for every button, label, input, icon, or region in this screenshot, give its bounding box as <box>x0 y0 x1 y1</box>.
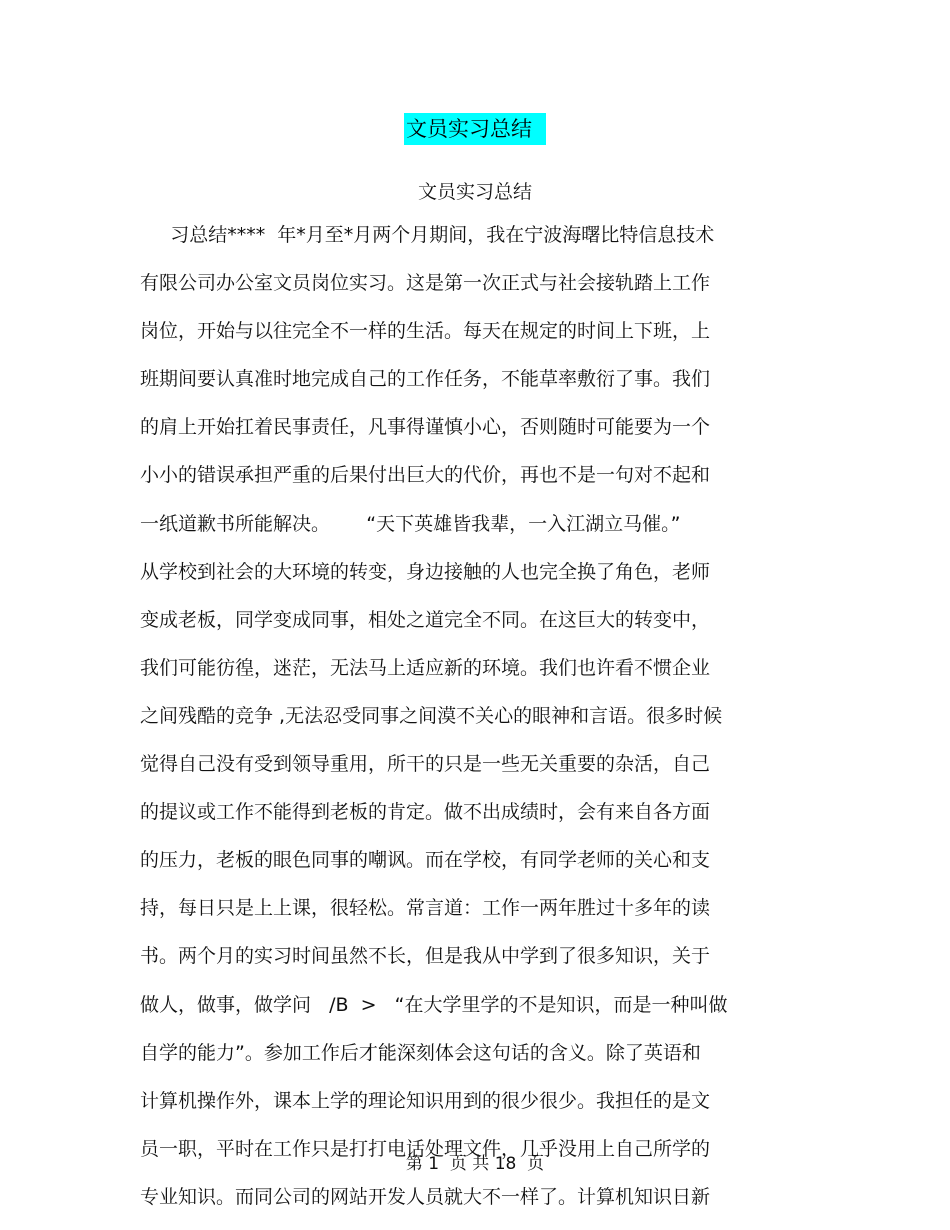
body-line: 我们可能彷徨，迷茫，无法马上适应新的环境。我们也许看不惯企业 <box>140 656 711 679</box>
body-line: 计算机操作外，课本上学的理论知识用到的很少很少。我担任的是文 <box>140 1089 711 1112</box>
body-line: 员一职，平时在工作只是打打电话处理文件，几乎没用上自己所学的 <box>140 1137 711 1160</box>
body-line: 自学的能力”。参加工作后才能深刻体会这句话的含义。除了英语和 <box>140 1041 701 1064</box>
body-line: 书。两个月的实习时间虽然不长，但是我从中学到了很多知识，关于 <box>140 945 711 968</box>
page-footer: 第 1 页 共 18 页 <box>405 1154 545 1174</box>
document-subtitle: 文员实习总结 <box>417 181 532 203</box>
body-line: 觉得自己没有受到领导重用，所干的只是一些无关重要的杂活，自己 <box>140 753 711 776</box>
body-line: 的压力，老板的眼色同事的嘲讽。而在学校，有同学老师的关心和支 <box>140 849 711 872</box>
body-line: 的提议或工作不能得到老板的肯定。做不出成绩时，会有来自各方面 <box>140 801 711 824</box>
body-line: 的肩上开始扛着民事责任，凡事得谨慎小心，否则随时可能要为一个 <box>140 416 711 439</box>
body-line: 有限公司办公室文员岗位实习。这是第一次正式与社会接轨踏上工作 <box>140 272 711 295</box>
body-line: 小小的错误承担严重的后果付出巨大的代价，再也不是一句对不起和 <box>140 464 711 487</box>
body-line: 变成老板，同学变成同事，相处之道完全不同。在这巨大的转变中， <box>140 608 711 631</box>
document-title: 文员实习总结 <box>404 113 546 145</box>
body-line: 一纸道歉书所能解决。 “天下英雄皆我辈，一入江湖立马催。” <box>140 512 681 535</box>
body-line: 岗位，开始与以往完全不一样的生活。每天在规定的时间上下班，上 <box>140 320 711 343</box>
body-line: 做人，做事，做学问 /B > “在大学里学的不是知识，而是一种叫做 <box>140 993 728 1016</box>
title-container <box>0 113 950 145</box>
body-line: 之间残酷的竞争 ,无法忍受同事之间漠不关心的眼神和言语。很多时候 <box>140 704 723 727</box>
body-line: 习总结**** 年*月至*月两个月期间，我在宁波海曙比特信息技术 <box>140 224 715 246</box>
document-body <box>140 218 800 1228</box>
body-line: 持，每日只是上上课，很轻松。常言道：工作一两年胜过十多年的读 <box>140 897 711 920</box>
body-line: 班期间要认真准时地完成自己的工作任务，不能草率敷衍了事。我们 <box>140 368 711 391</box>
body-line: 专业知识。而同公司的网站开发人员就大不一样了。计算机知识日新 <box>140 1185 711 1208</box>
body-line: 从学校到社会的大环境的转变，身边接触的人也完全换了角色，老师 <box>140 560 711 583</box>
